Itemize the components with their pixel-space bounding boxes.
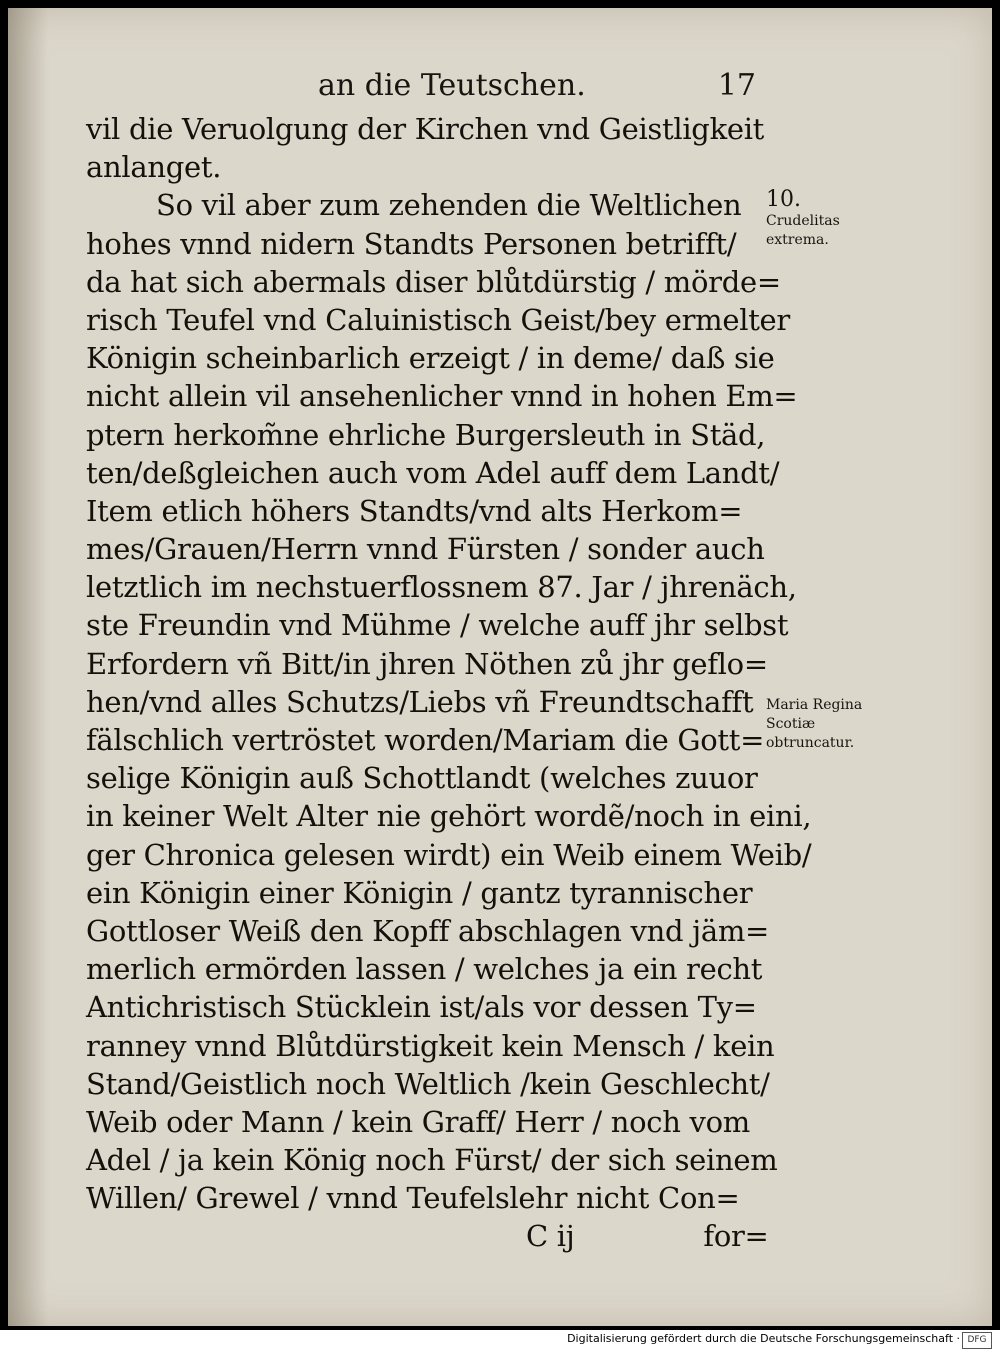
- text-line: ranney vnnd Blůtdürstigkeit kein Mensch / kein: [86, 1028, 775, 1063]
- text-line: fälschlich vertröstet worden/Mariam die Gott=: [86, 723, 765, 757]
- text-line: Stand/Geistlich noch Weltlich /kein Geschlecht/: [86, 1066, 770, 1101]
- running-title: an die Teutschen.: [318, 68, 586, 103]
- text-line: ger Chronica gelesen wirdt) ein Weib einem Weib/: [86, 837, 812, 872]
- text-line: ten/deßgleichen auch vom Adel auff dem Landt/: [86, 455, 780, 490]
- catchword: for=: [703, 1219, 769, 1254]
- margin-note-number: 10.: [766, 187, 801, 212]
- text-line: Königin scheinbarlich erzeigt / in deme/ daß sie: [86, 341, 775, 376]
- text-line: merlich ermörden lassen / welches ja ein recht: [86, 952, 763, 987]
- signature-mark: C ij: [526, 1219, 575, 1254]
- text-line: So vil aber zum zehenden die Weltlichen: [156, 188, 742, 223]
- text-line: Erfordern vñ Bitt/in jhren Nöthen zů jhr geflo=: [86, 646, 768, 681]
- margin-note-text: Crudelitas extrema.: [766, 213, 840, 248]
- signature-line: [526, 1217, 771, 1255]
- text-line: hen/vnd alles Schutzs/Liebs vñ Freundtschafft: [86, 684, 754, 719]
- text-line: da hat sich abermals diser blůtdürstig / mörde=: [86, 264, 781, 299]
- text-line: risch Teufel vnd Caluinistisch Geist/bey ermelter: [86, 302, 790, 337]
- text-line: Adel / ja kein König noch Fürst/ der sich seinem: [86, 1143, 778, 1178]
- text-line: ptern herkom̃ne ehrliche Burgersleuth in Städ,: [86, 417, 766, 452]
- digitization-footer: [0, 1330, 1000, 1351]
- text-line: Weib oder Mann / kein Graff/ Herr / noch vom: [86, 1104, 750, 1139]
- margin-note-crudelitas: [766, 188, 886, 250]
- text-line: hohes vnnd nidern Standts Personen betrifft/: [86, 226, 737, 261]
- text-line: ste Freundin vnd Mühme / welche auff jhr selbst: [86, 608, 789, 643]
- text-line: anlanget.: [86, 150, 222, 185]
- text-line: nicht allein vil ansehenlicher vnnd in hohen Em=: [86, 379, 798, 414]
- text-line: Item etlich höhers Standts/vnd alts Herkom=: [86, 493, 743, 528]
- text-line: selige Königin auß Schottlandt (welches zuuor: [86, 761, 758, 796]
- text-line: Gottloser Weiß den Kopff abschlagen vnd jäm=: [86, 913, 770, 948]
- margin-note-text: Maria Regina Scotiæ obtruncatur.: [766, 697, 863, 751]
- page-header: [308, 68, 768, 104]
- page-number: 17: [717, 68, 756, 103]
- margin-note-maria-regina: [766, 696, 886, 753]
- dfg-logo-icon: DFG: [962, 1332, 992, 1349]
- text-line: ein Königin einer Königin / gantz tyrannischer: [86, 875, 753, 910]
- text-line: vil die Veruolgung der Kirchen vnd Geistligkeit: [86, 112, 765, 146]
- footer-credit: Digitalisierung gefördert durch die Deutsche Forschungsgemeinschaft ·: [567, 1332, 960, 1345]
- book-page: [8, 8, 992, 1326]
- text-line: mes/Grauen/Herrn vnnd Fürsten / sonder auch: [86, 532, 765, 567]
- text-line: letztlich im nechstuerflossnem 87. Jar / jhrenäch,: [86, 570, 797, 605]
- text-line: Antichristisch Stücklein ist/als vor dessen Ty=: [86, 990, 757, 1025]
- text-line: Willen/ Grewel / vnnd Teufelslehr nicht Con=: [86, 1181, 740, 1216]
- text-line: in keiner Welt Alter nie gehört wordẽ/noch in eini,: [86, 799, 812, 834]
